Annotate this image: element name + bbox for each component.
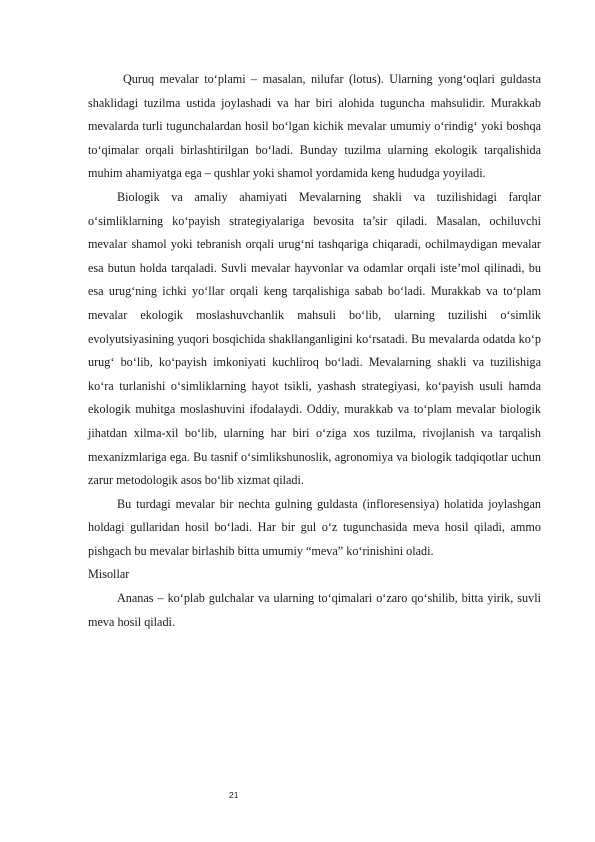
section-heading-examples: Misollar — [88, 567, 130, 582]
paragraph-compound-fruits: Bu turdagi mevalar bir nechta gulning guldasta (infloresensiya) holatida joylashgan holdagi gullaridan hosil bo‘ladi. Har bir gul o‘z tugunchasida meva hosil qiladi, ammo pishgach bu mevalar birlashib bitta umumiy “meva” ko‘rinishini oladi. — [88, 496, 541, 558]
paragraph-pineapple: Ananas – ko‘plab gulchalar va ularning to‘qimalari o‘zaro qo‘shilib, bitta yirik, suvli meva hosil qiladi. — [88, 591, 541, 629]
document-page — [88, 68, 541, 634]
paragraph-significance: Biologik va amaliy ahamiyati Mevalarning shakli va tuzilishidagi farqlar o‘simliklarning ko‘payish strategiyalariga bevosita ta’sir qiladi. Masalan, ochiluvchi mevalar shamol yoki tebranish orqali urug‘ni tashqariga chiqaradi, ochilmaydigan mevalar esa butun holda tarqaladi. Suvli mevalar hayvonlar va odamlar orqali iste’mol qilinadi, bu esa urug‘ning ichki yo‘llar orqali keng tarqalishiga sabab bo‘ladi. Murakkab va to‘plam mevalar ekologik moslashuvchanlik mahsuli bo‘lib, ularning tuzilishi o‘simlik evolyutsiyasining yuqori bosqichida shakllanganligini ko‘rsatadi. Bu mevalarda odatda ko‘p urug‘ bo‘lib, ko‘payish imkoniyati kuchliroq bo‘ladi. Mevalarning shakli va tuzilishiga ko‘ra turlanishi o‘simliklarning hayot tsikli, yashash strategiyasi, ko‘payish usuli hamda ekologik muhitga moslashuvini ifodalaydi. Oddiy, murakkab va to‘plam mevalar biologik jihatdan xilma-xil bo‘lib, ularning har biri o‘ziga xos tuzilma, rivojlanish va tarqalish mexanizmlariga ega. Bu tasnif o‘simlikshunoslik, agronomiya va biologik tadqiqotlar uchun zarur metodologik asos bo‘lib xizmat qiladi. — [88, 189, 541, 488]
page-number: 21 — [229, 790, 239, 800]
paragraph-lotus: Quruq mevalar to‘plami – masalan, nilufar (lotus). Ularning yong‘oqlari guldasta shaklidagi tuzilma ustida joylashadi va har biri alohida tuguncha mahsulidir. Murakkab mevalarda turli tugunchalardan hosil bo‘lgan kichik mevalar umumiy o‘rindig‘ yoki boshqa to‘qimalar orqali birlashtirilgan bo‘ladi. Bunday tuzilma ularning ekologik tarqalishida muhim ahamiyatga ega – qushlar yoki shamol yordamida keng hududga yoyiladi. — [88, 72, 541, 181]
